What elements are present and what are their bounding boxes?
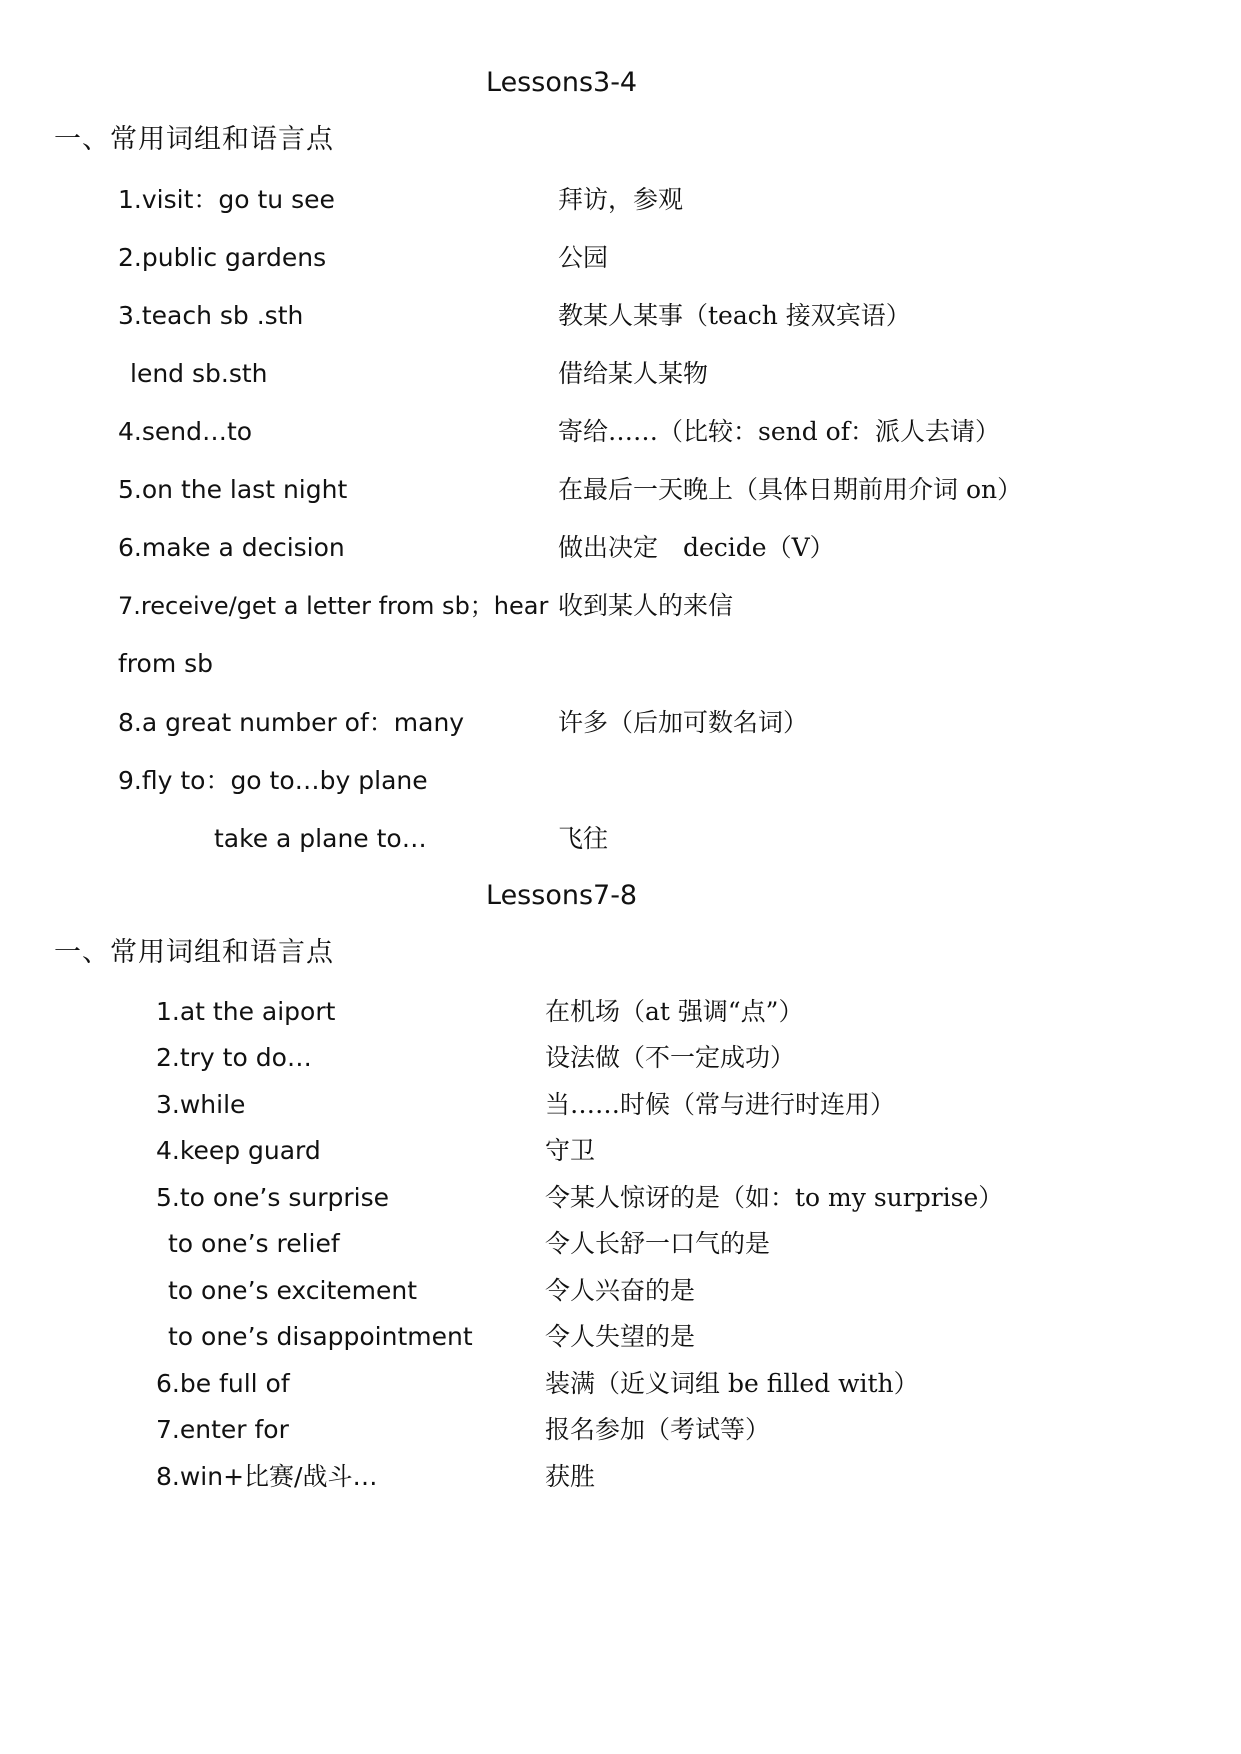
vocab-en: 3.while [156,1090,246,1119]
vocab-cn: 公园 [558,243,609,272]
vocab-cn: 做出决定 decide（V） [558,533,835,562]
vocab-cn: 令人失望的是 [545,1322,696,1351]
vocab-cn: 借给某人某物 [558,359,709,388]
vocab-en: lend sb.sth [130,359,268,388]
section2-heading: 一、常用词组和语言点 [54,937,334,968]
vocab-en: 7.enter for [156,1415,289,1444]
section1-heading: 一、常用词组和语言点 [54,124,334,155]
vocab-cn: 在机场（at 强调“点”） [545,997,804,1026]
vocab-en: take a plane to… [214,824,427,853]
vocab-en: 5.to one’s surprise [156,1183,389,1212]
vocab-en: 1.at the aiport [156,997,336,1026]
vocab-cn: 报名参加（考试等） [545,1415,771,1444]
vocab-cn: 许多（后加可数名词） [558,708,809,737]
vocab-cn: 设法做（不一定成功） [545,1043,796,1072]
vocab-cn: 令某人惊讶的是（如：to my surprise） [545,1183,1004,1212]
vocab-cn: 收到某人的来信 [558,591,734,620]
vocab-en: from sb [118,649,214,678]
vocab-cn: 守卫 [545,1136,596,1165]
vocab-en: 2.try to do… [156,1043,312,1072]
vocab-cn: 令人长舒一口气的是 [545,1229,771,1258]
vocab-en: 4.send…to [118,417,253,446]
vocab-en: to one’s relief [168,1229,340,1258]
vocab-cn: 装满（近义词组 be filled with） [545,1369,919,1398]
vocab-cn: 飞往 [558,824,609,853]
vocab-en: to one’s excitement [168,1276,418,1305]
vocab-cn: 在最后一天晚上（具体日期前用介词 on） [558,475,1023,504]
vocab-cn: 教某人某事（teach 接双宾语） [558,301,911,330]
section2-title: Lessons7-8 [486,880,638,911]
vocab-en: 3.teach sb .sth [118,301,304,330]
vocab-en: 7.receive/get a letter from sb；hear [118,592,549,620]
vocab-cn: 获胜 [545,1462,596,1491]
vocab-en: 8.win+比赛/战斗… [156,1462,378,1491]
vocab-en: 1.visit：go tu see [118,185,335,214]
vocab-cn: 当……时候（常与进行时连用） [545,1090,896,1119]
vocab-en: 2.public gardens [118,243,327,272]
vocab-en: 8.a great number of：many [118,708,465,737]
vocab-cn: 寄给……（比较：send of：派人去请） [558,417,1000,446]
vocab-cn: 拜访，参观 [558,185,684,214]
vocab-en: 4.keep guard [156,1136,321,1165]
vocab-en: 9.fly to：go to…by plane [118,766,428,795]
vocab-en: to one’s disappointment [168,1322,473,1351]
vocab-en: 5.on the last night [118,475,348,504]
vocab-en: 6.be full of [156,1369,290,1398]
vocab-en: 6.make a decision [118,533,345,562]
vocab-cn: 令人兴奋的是 [545,1276,696,1305]
section1-title: Lessons3-4 [486,67,638,98]
